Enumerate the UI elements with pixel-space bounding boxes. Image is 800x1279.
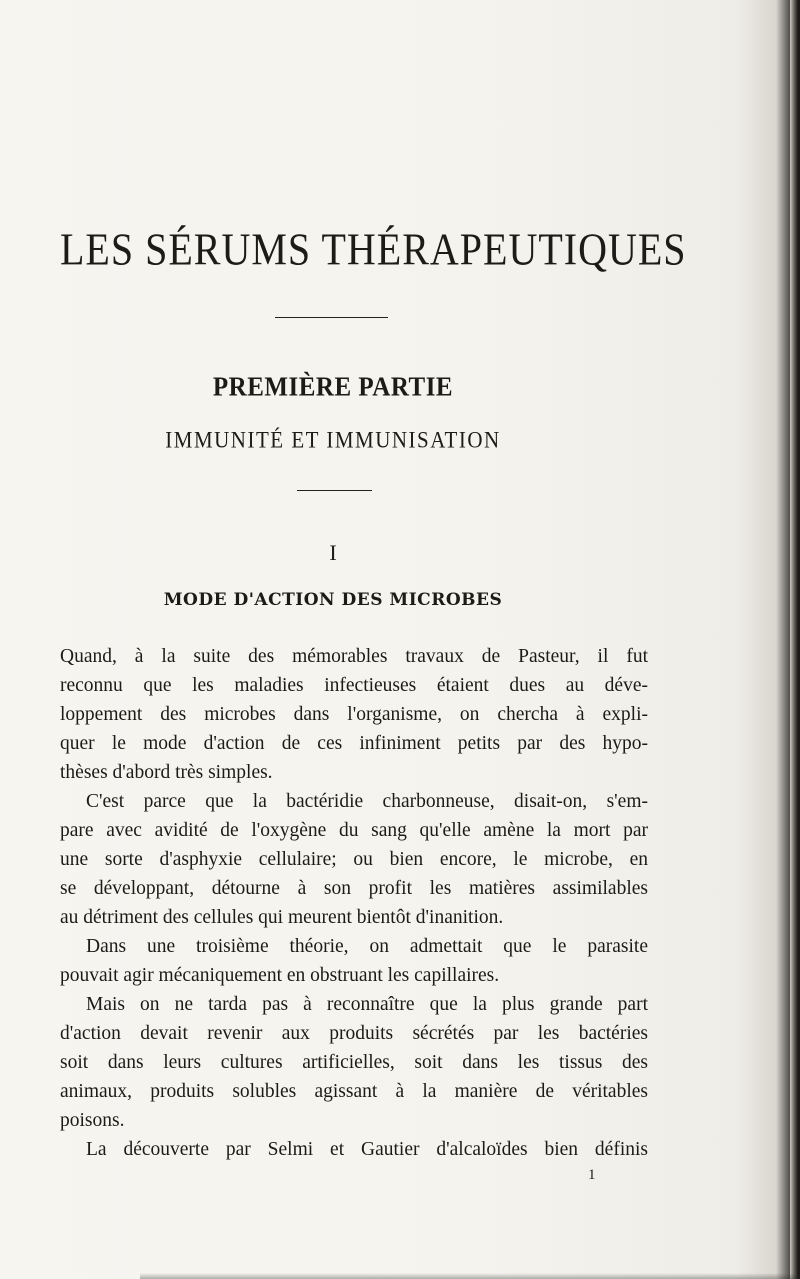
body-line: pouvait agir mécaniquement en obstruant les capillaires. bbox=[60, 965, 500, 986]
body-line: thèses d'abord très simples. bbox=[60, 762, 273, 783]
part-title: PREMIÈRE PARTIE bbox=[212, 372, 454, 403]
part-rule bbox=[297, 490, 372, 491]
body-line: d'action devait revenir aux produits sécrétés par les bactéries bbox=[60, 1023, 648, 1044]
body-line: quer le mode d'action de ces infiniment petits par des hypo- bbox=[60, 733, 648, 754]
chapter-title: MODE D'ACTION DES MICROBES bbox=[163, 590, 503, 610]
body-line: loppement des microbes dans l'organisme, on chercha à expli- bbox=[60, 704, 648, 725]
title-rule bbox=[275, 317, 388, 318]
body-line: pare avec avidité de l'oxygène du sang qu'elle amène la mort par bbox=[60, 820, 648, 841]
part-subtitle: IMMUNITÉ ET IMMUNISATION bbox=[165, 426, 501, 454]
body-line: une sorte d'asphyxie cellulaire; ou bien encore, le microbe, en bbox=[60, 849, 648, 870]
page-number: 1 bbox=[588, 1167, 596, 1183]
body-line: animaux, produits solubles agissant à la manière de véritables bbox=[60, 1081, 648, 1102]
body-line: reconnu que les maladies infectieuses étaient dues au déve- bbox=[60, 675, 648, 696]
body-line: C'est parce que la bactéridie charbonneuse, disait-on, s'em- bbox=[86, 791, 648, 812]
body-line: La découverte par Selmi et Gautier d'alcaloïdes bien définis bbox=[86, 1139, 648, 1160]
page-edge-shadow bbox=[790, 0, 800, 1279]
body-line: Mais on ne tarda pas à reconnaître que la plus grande part bbox=[86, 994, 648, 1015]
body-line: au détriment des cellules qui meurent bientôt d'inanition. bbox=[60, 907, 504, 928]
body-line: se développant, détourne à son profit les matières assimilables bbox=[60, 878, 648, 899]
chapter-number: I bbox=[329, 540, 337, 565]
body-line: soit dans leurs cultures artificielles, soit dans les tissus des bbox=[60, 1052, 648, 1073]
body-line: Dans une troisième théorie, on admettait que le parasite bbox=[86, 936, 648, 957]
body-line: poisons. bbox=[60, 1110, 125, 1131]
main-title: LES SÉRUMS THÉRAPEUTIQUES bbox=[60, 223, 687, 275]
body-line: Quand, à la suite des mémorables travaux de Pasteur, il fut bbox=[60, 646, 648, 667]
page-bottom-shadow bbox=[140, 1273, 800, 1279]
